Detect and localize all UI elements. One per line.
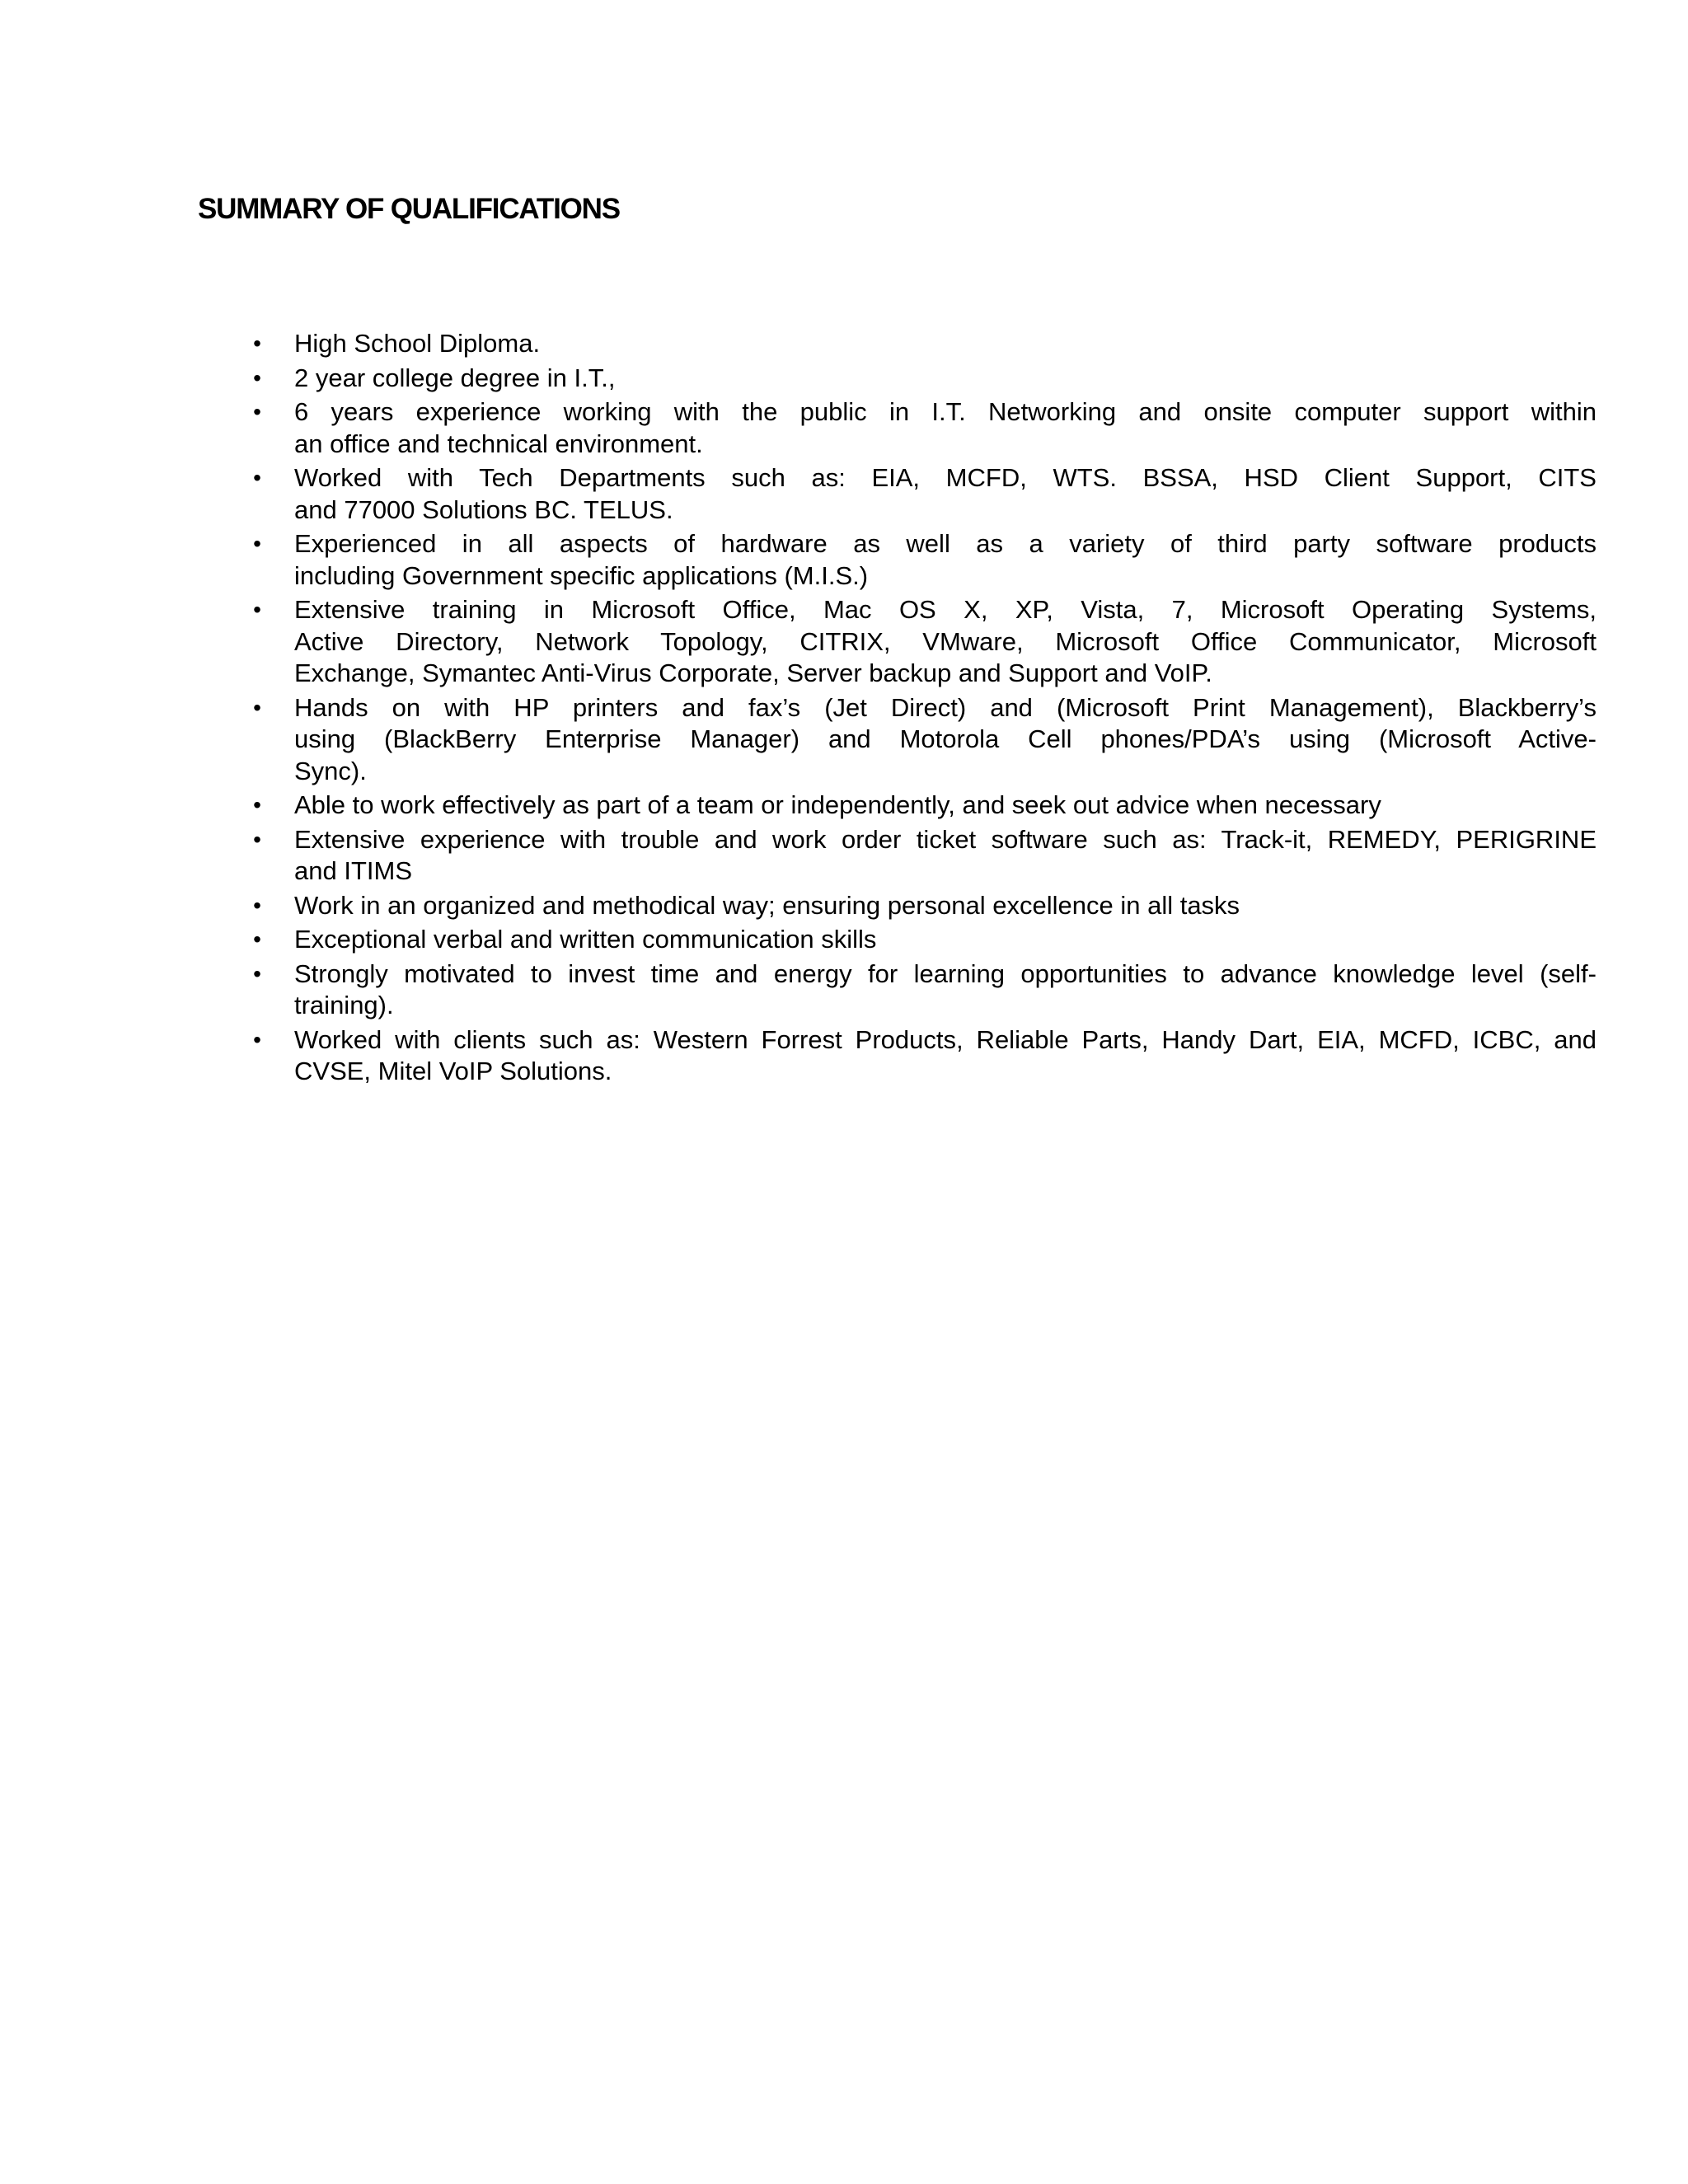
qualification-text xyxy=(294,890,1597,922)
qualification-line: Exceptional verbal and written communication skills xyxy=(294,925,877,954)
qualification-text xyxy=(294,462,1597,526)
bullet-icon: • xyxy=(253,531,261,556)
qualification-line: Active Directory, Network Topology, CITRIX, VMware, Microsoft Office Communicator, Microsoft xyxy=(294,626,1597,656)
qualification-item xyxy=(253,328,1597,360)
bullet-icon: • xyxy=(253,826,261,852)
qualification-item xyxy=(253,692,1597,788)
qualification-item xyxy=(253,363,1597,395)
qualification-text xyxy=(294,958,1597,1022)
bullet-icon: • xyxy=(253,960,261,987)
qualification-line: training). xyxy=(294,991,394,1019)
bullet-icon: • xyxy=(253,1026,261,1052)
qualification-line: Exchange, Symantec Anti-Virus Corporate, Server backup and Support and VoIP. xyxy=(294,658,1212,687)
qualification-text xyxy=(294,594,1597,690)
qualifications-list xyxy=(253,328,1597,1090)
bullet-icon: • xyxy=(253,364,261,391)
qualification-line: Hands on with HP printers and fax’s (Jet Direct) and (Microsoft Print Management), Blackberry’s xyxy=(294,692,1597,722)
qualification-line: Worked with clients such as: Western Forrest Products, Reliable Parts, Handy Dart, EIA, MCFD, ICBC, and xyxy=(294,1024,1597,1054)
bullet-icon: • xyxy=(253,694,261,720)
bullet-icon: • xyxy=(253,597,261,622)
qualification-item xyxy=(253,924,1597,956)
qualification-line: Extensive experience with trouble and work order ticket software such as: Track-it, REMEDY, PERIGRINE xyxy=(294,824,1597,854)
qualification-item xyxy=(253,824,1597,888)
qualification-line: High School Diploma. xyxy=(294,329,541,358)
qualification-item xyxy=(253,462,1597,526)
qualification-item xyxy=(253,790,1597,822)
qualification-line: Work in an organized and methodical way; ensuring personal excellence in all tasks xyxy=(294,890,1240,920)
qualification-line: and ITIMS xyxy=(294,856,412,885)
qualification-text xyxy=(294,328,1597,360)
bullet-icon: • xyxy=(253,330,261,356)
qualification-line: CVSE, Mitel VoIP Solutions. xyxy=(294,1057,612,1085)
qualification-line: Extensive training in Microsoft Office, Mac OS X, XP, Vista, 7, Microsoft Operating Systems, xyxy=(294,595,1597,624)
qualification-text xyxy=(294,824,1597,888)
bullet-icon: • xyxy=(253,465,261,490)
qualification-line: an office and technical environment. xyxy=(294,429,703,458)
qualification-line: and 77000 Solutions BC. TELUS. xyxy=(294,494,673,524)
section-heading: SUMMARY OF QUALIFICATIONS xyxy=(198,193,620,225)
qualification-item xyxy=(253,528,1597,592)
qualification-text xyxy=(294,924,1597,956)
qualification-text xyxy=(294,1024,1597,1088)
qualification-line: 6 years experience working with the public in I.T. Networking and onsite computer support within xyxy=(294,397,1597,426)
qualification-line: Able to work effectively as part of a team or independently, and seek out advice when necessary xyxy=(294,790,1381,819)
qualification-line: 2 year college degree in I.T., xyxy=(294,363,616,392)
qualification-text xyxy=(294,528,1597,592)
bullet-icon: • xyxy=(253,792,261,818)
qualification-line: using (BlackBerry Enterprise Manager) and Motorola Cell phones/PDA’s using (Microsoft Active- xyxy=(294,724,1597,753)
qualification-text xyxy=(294,692,1597,788)
bullet-icon: • xyxy=(253,892,261,918)
qualification-text xyxy=(294,363,1597,395)
qualification-item xyxy=(253,396,1597,460)
qualification-item xyxy=(253,1024,1597,1088)
bullet-icon: • xyxy=(253,399,261,424)
qualification-text xyxy=(294,396,1597,460)
qualification-text xyxy=(294,790,1597,822)
qualification-line: Strongly motivated to invest time and energy for learning opportunities to advance knowledge level (self- xyxy=(294,958,1597,988)
qualification-item xyxy=(253,958,1597,1022)
qualification-line: Worked with Tech Departments such as: EIA, MCFD, WTS. BSSA, HSD Client Support, CITS xyxy=(294,463,1597,492)
qualification-line: Sync). xyxy=(294,756,367,785)
qualification-line: including Government specific applications (M.I.S.) xyxy=(294,560,869,590)
qualification-item xyxy=(253,890,1597,922)
qualification-line: Experienced in all aspects of hardware as well as a variety of third party software products xyxy=(294,529,1597,558)
bullet-icon: • xyxy=(253,926,261,952)
qualification-item xyxy=(253,594,1597,690)
